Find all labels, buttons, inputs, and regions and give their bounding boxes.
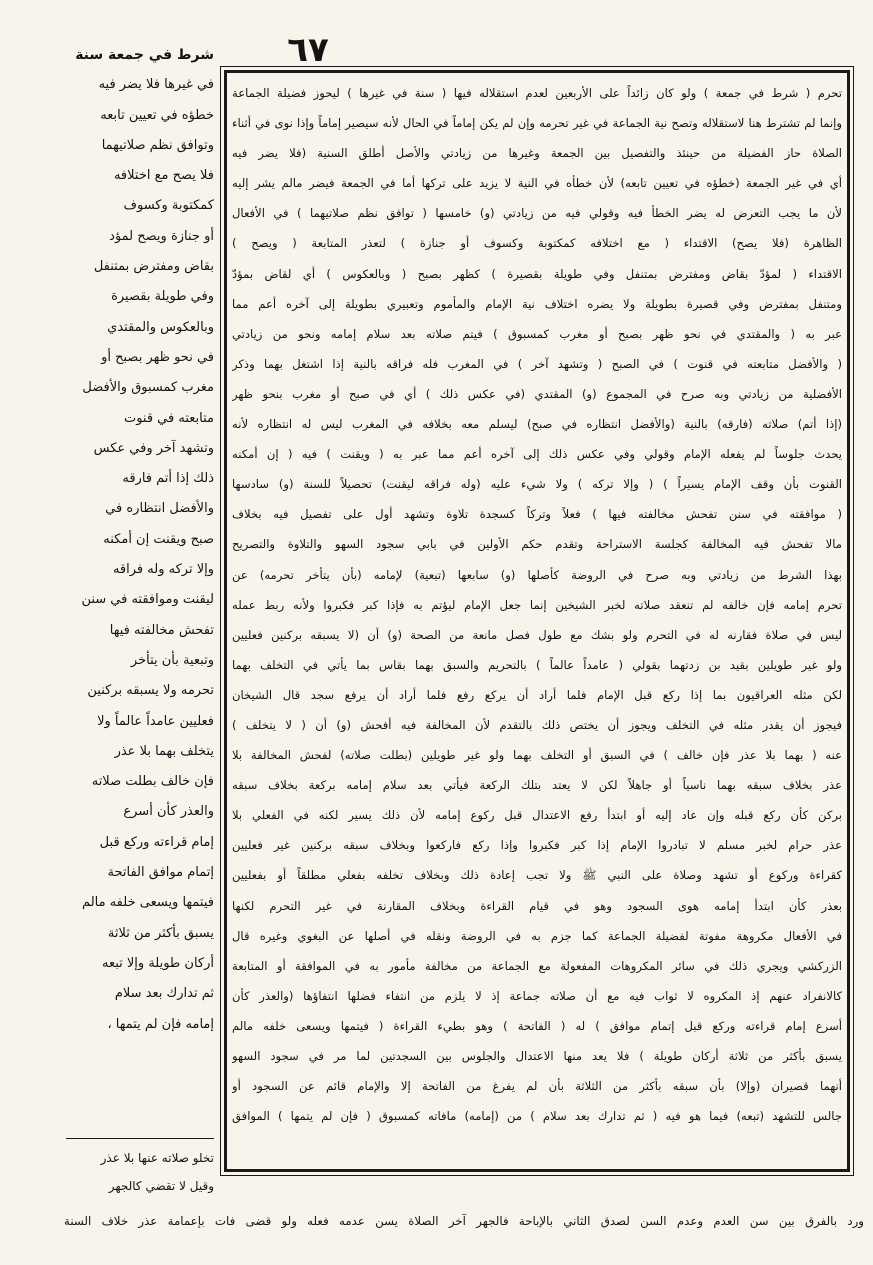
margin-text-line: في نحو ظهر بصبح أو (101, 349, 214, 365)
margin-text-line: وإلا تركه وله فراقه (112, 562, 214, 578)
main-text-line: في الأفعال مكروهة مفوتة لفضيلة الجماعة كما جزم به في الروضة ونقله في أصلها عن البغوي وغيره قال (232, 928, 842, 943)
main-text-line: القنوت بأن وقف الإمام يسيراً ) ( وإلا تركه ) ولا شيء عليه (وله فراقه ليقنت) تحصيلاً للسنة (و) سادسها (232, 477, 842, 492)
margin-text-line: والعذر كأن أسرع (123, 804, 214, 820)
main-text-block (232, 78, 842, 1164)
margin-text-line: مغرب كمسبوق والأفضل (82, 380, 214, 396)
margin-text-line: ثم تدارك بعد سلام (114, 986, 214, 1002)
main-text-line: مالا تفحش فيه المخالفة كجلسة الاستراحة وتقدم حكم الأولين في بابي سجود السهو والتلاوة والتصريح (232, 537, 842, 552)
main-text-line: ( والأفضل متابعته في قنوت ) في الصبح ( وتشهد آخر ) في المغرب فله فراقه بالنية إذا اشتغل بهما وذكر (232, 356, 842, 371)
margin-text-line: يتخلف بهما بلا عذر (114, 743, 214, 759)
margin-text-line: فعليين عامداً عالماً ولا (97, 713, 214, 729)
margin-text-line: وتوافق نظم صلاتيهما (101, 137, 214, 153)
main-text-line: بهذا الشرط من زيادتي وبه صرح في الروضة كأصلها (و) سابعها (تبعية) لإمامه (بأن يتأخر تحرمه) عن (232, 567, 842, 582)
margin-text-line: وتشهد آخر وفي عكس (93, 440, 214, 456)
main-text-line: عنه ( بهما بلا عذر فإن خالف ) في السبق أو التخلف بهما ولو غير طويلين (بطلت صلاته) لفحش المخالفة بلا (232, 748, 842, 763)
margin-text-line: فلا يصح مع اختلافه (113, 168, 214, 184)
main-text-line: يسبق بأكثر من ثلاثة أركان طويلة ) فلا يعد منها الاعتدال والجلوس بين السجدتين لما مر في سجود السهو (232, 1049, 842, 1063)
margin-text-line: خطؤه في تعيين تابعه (100, 107, 214, 123)
main-text-line: فيجوز أن يقدر مثله في التخلف ويجوز أن يختص ذلك بالتقدم لأن المخالفة فيه أفحش (و) أن ( لا يتخلف ) (232, 717, 842, 732)
main-text-line: الظاهرة (فلا يصح) الاقتداء ( مع اختلافه كمكتوبة وكسوف أو جنازة ) لتعذر المتابعة ( ويصح ) (232, 236, 842, 251)
main-text-line: ( موافقته في سنن تفحش مخالفته فيها ) فعلاً وتركاً كسجدة تلاوة وتشهد أول على تفصيل فيه بخلاف (232, 507, 842, 522)
main-text-line: تحرم ( شرط في جمعة ) ولو كان زائداً على الأربعين لعدم استقلاله فيها ( سنة في غيرها ) ليحوز فضيلة الجماعة (232, 86, 842, 100)
footnote-line: وقيل لا تقضي كالجهر (108, 1179, 214, 1193)
margin-text-line: وفي طويلة بقصيرة (111, 289, 214, 305)
main-text-line: ليس في صلاة فقارنه له في التحرم ولو بشك مع طول فصل مانعة من الصحة (و) أن (لا يسبقه بركنين فعليين (232, 627, 842, 642)
margin-text-line: فإن خالف بطلت صلاته (91, 774, 214, 790)
margin-text-line: شرط في جمعة سنة (75, 47, 214, 63)
main-text-line: ولو غير طويلين بقيد بن زدتهما بقولي ( عامداً عالماً ) بالتحريم والسبق بهما بقاس بما يأتي في التخلف بهما (232, 657, 842, 672)
margin-text-line: ذلك إذا أتم فارقه (122, 471, 214, 487)
main-text-line: عذر بخلاف سبقه بهما ناسياً أو جاهلاً لكن لا يعتد بتلك الركعة فيأتي بعد سلام إمامه بركعة بخلاف سبقه (232, 778, 842, 793)
main-text-line: كالانفراد عنهم إذ المكروه لا ثواب فيه مع أن صلاته جماعة إذ لا يلزم من انتفاء فضلها انتفاؤها (والعذر كأن (232, 988, 842, 1003)
margin-text-line: إمام قراءته وركع قبل (99, 834, 214, 850)
margin-text-line: متابعته في قنوت (123, 410, 214, 426)
main-text-line: أسرع إمام قراءته وركع قبل إتمام موافق ) له ( الفاتحة ) وهو بطيء القراءة ( فيتمها ويسعى خلفه مالم (232, 1018, 842, 1033)
main-text-line: بعذر كأن ابتدأ إمامه هوى السجود وهو في قيام القراءة وبخلاف المقارنة في غير التحرم لكنها (232, 898, 842, 913)
main-text-line: أي في غير الجمعة (خطؤه في تعيين تابعه) لأن خطأه في النية لا يزيد على تركها أما في الجمعة فيضر مالم يشر إليه (232, 176, 842, 191)
main-text-line: أنهما قصيران (وإلا) بأن سبقه بأكثر من الثلاثة بأن لم يفرغ من الفاتحة إلا والإمام قائم عن السجود أو (232, 1079, 842, 1094)
main-text-line: جالس للتشهد (تبعه) فيما هو فيه ( ثم تدارك بعد سلام ) من (إمامه) مافاته كمسبوق ( فإن لم يتمها ) الموافق (232, 1109, 842, 1124)
footnote-block (52, 1144, 214, 1200)
main-text-line: الاقتداء ( لمؤدّ بقاض ومفترض بمتنفل وفي طويلة بقصيرة ) كظهر بصبح ( وبالعكوس ) أي لقاض بمؤدّ (232, 266, 842, 281)
main-text-line: كقراءة وركوع أو تشهد وصلاة على النبي ﷺ ولا تجب إعادة ذلك وبخلاف تخلفه بفعلي مطلقاً أو بفعليين (232, 868, 842, 883)
main-text-line: يحدث جلوساً لم يفعله الإمام وقولي وفي عكس ذلك إلى آخره أعم مما عبر به ( ويقنت ) فيه ( إن أمكنه (232, 447, 842, 462)
main-text-line: الصلاة حاز الفضيلة من حينئذ والتفصيل بين الجمعة وغيرها من زيادتي والأصل أطلق السنية (فلا يضر فيه (232, 146, 842, 161)
main-text-line: (إذا أتم) صلاته (فارقه) بالنية (والأفضل انتظاره في صبح) ليسلم معه بخلافه في المغرب ليس له انتظاره لأنه (232, 417, 842, 432)
margin-text-line: تفحش مخالفته فيها (109, 622, 214, 638)
main-text-line: وإنما لم تشترط هنا لاستقلاله وتصح نية الجماعة في غير تحرمه وإن لم يكن إماماً في الحال لأنه سيصير إماماً وإذا نوى في أثناء (232, 116, 842, 131)
margin-text-line: فيتمها ويسعى خلفه مالم (82, 895, 214, 911)
margin-text-line: ليقنت وموافقته في سنن (81, 592, 214, 608)
margin-text-line: تحرمه ولا يسبقه بركنين (87, 683, 214, 699)
main-text-line: ومتنفل بمفترض وفي قصيرة بطويلة ولا يضره اختلاف نية الإمام والمأموم وتعبيري بطويلة إلى آخره أعم مما (232, 296, 842, 311)
margin-text-line: وتبعية بأن يتأخر (130, 652, 214, 668)
footnote-divider (66, 1138, 214, 1139)
margin-text-line: كمكتوبة وكسوف (123, 198, 214, 214)
margin-text-line: صبح ويقنت إن أمكنه (103, 531, 214, 547)
margin-text-line: إتمام موافق الفاتحة (107, 865, 214, 881)
bottom-margin-line: ورد بالفرق بين سن العدم وعدم السن لصدق الثاني بالإباحة فالجهر آخر الصلاة يسن عدمه فعله ولو قضى فات بإعمامة عذر خلاف السنة (64, 1214, 864, 1228)
main-text-line: الزركشي ويجري ذلك في سائر المكروهات المفعولة مع الجماعة من مخالفة مأمور به في الموافقة أو المتابعة (232, 958, 842, 973)
main-text-line: تحرم إمامه فإن خالفه لم تنعقد صلاته لخبر الشيخين إنما جعل الإمام ليؤتم به فإذا كبر فكبروا ولأنه ربط عمله (232, 597, 842, 612)
main-text-line: عذر حرام لخبر مسلم لا تبادروا الإمام إذا كبر فكبروا وإذا ركع فاركعوا وبخلاف سبقه بركنين غير فعليين (232, 838, 842, 853)
margin-text-line: والأفضل انتظاره في (105, 501, 214, 517)
main-text-line: بركن كأن ركع قبله وإن عاد إليه أو ابتدأ رفع الاعتدال قبل ركوع إمامه لأن ذلك يسير لكنه في الفعلي بلا (232, 808, 842, 823)
footnote-line: تخلو صلاته عنها بلا عذر (100, 1151, 214, 1165)
margin-text-line: إمامه فإن لم يتمها ، (107, 1016, 214, 1032)
margin-text-line: يسبق بأكثر من ثلاثة (107, 925, 214, 941)
main-text-line: عبر به ( والمقتدي في نحو ظهر بصبح أو مغرب كمسبوق ) فيتم صلاته بعد سلام إمامه ونحو من زيادتي (232, 326, 842, 341)
main-text-line: الأفضلية من زيادتي وبه صرح في المجموع (و) المقتدي (في عكس ذلك ) أي في صبح أو مغرب بنحو ظهر (232, 386, 842, 401)
margin-text-line: أو جنازة ويصح لمؤد (109, 228, 214, 244)
main-text-line: لأن ما يجب التعرض له يضر الخطأ فيه وقولي فيه من زيادتي (و) خامسها ( توافق نظم صلاتيهما ) في الأفعال (232, 206, 842, 221)
main-text-line: لكن مثله العراقيون بما إذا ركع قبل الإمام فلما أراد أن يركع رفع فلما أراد أن يرفع سجد قال الشيخان (232, 687, 842, 702)
margin-text-line: وبالعكوس والمقتدي (107, 319, 214, 335)
margin-text-line: أركان طويلة وإلا تبعه (101, 955, 214, 971)
margin-column (52, 40, 214, 1040)
margin-text-line: في غيرها فلا يضر فيه (98, 77, 214, 93)
margin-text-line: بقاض ومفترض بمتنفل (93, 259, 214, 275)
page-number: ٦٧ (287, 30, 329, 70)
